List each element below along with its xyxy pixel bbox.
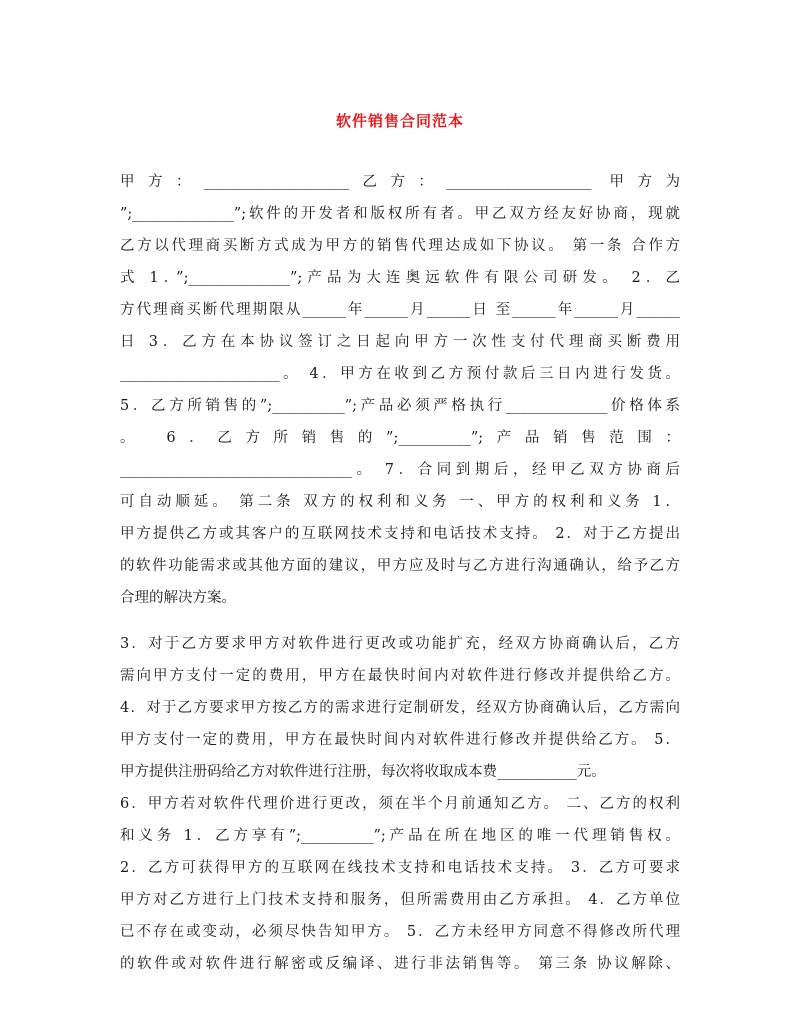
text-line: 已不存在或变动，必须尽快告知甲方。 5．乙方未经甲方同意不得修改所代理 — [120, 924, 680, 940]
paragraph-two — [120, 628, 680, 980]
text-line: 5．乙方所销售的”;__________”;产品必须严格执行______________价格体系 — [120, 398, 680, 414]
text-line: 和义务 1．乙方享有”;__________”;产品在所在地区的唯一代理销售权。 — [120, 828, 680, 844]
text-line: 式 1．”;______________”;产品为大连奥远软件有限公司研发。 2．乙 — [120, 270, 680, 286]
paragraph-one — [120, 166, 680, 614]
text-line: ”;______________”;软件的开发者和版权所有者。甲乙双方经友好协商，现就 — [120, 206, 680, 222]
paragraph-gap — [120, 614, 680, 628]
text-line: 方代理商买断代理期限从______年______月______日 至______年______月______ — [120, 302, 680, 318]
text-line: 乙方以代理商买断方式成为甲方的销售代理达成如下协议。 第一条 合作方 — [120, 238, 680, 254]
text-line: ________________________________。 7．合同到期后，经甲乙双方协商后 — [120, 462, 680, 478]
text-line: 需向甲方支付一定的费用，甲方在最快时间内对软件进行修改并提供给乙方。 — [120, 668, 680, 684]
text-line: 的软件功能需求或其他方面的建议，甲方应及时与乙方进行沟通确认，给予乙方 — [120, 558, 680, 574]
text-line: 4．对于乙方要求甲方按乙方的需求进行定制研发，经双方协商确认后，乙方需向 — [120, 700, 680, 716]
document-body — [120, 166, 680, 980]
text-line: 甲方提供乙方或其客户的互联网技术支持和电话技术支持。 2．对于乙方提出 — [120, 526, 680, 542]
text-line: 的软件或对软件进行解密或反编译、进行非法销售等。 第三条 协议解除、 — [120, 956, 680, 972]
text-line: 合理的解决方案。 — [120, 590, 236, 606]
text-line: 甲方对乙方进行上门技术支持和服务，但所需费用由乙方承担。 4．乙方单位 — [120, 892, 680, 908]
text-line: 日 3．乙方在本协议签订之日起向甲方一次性支付代理商买断费用 — [120, 334, 680, 350]
text-line: 甲方：____________________乙方：____________________ 甲方为 — [120, 174, 680, 190]
text-line: ______________________。 4．甲方在收到乙方预付款后三日内进行发货。 — [120, 366, 680, 382]
text-line: 。 6．乙方所销售的”;__________”;产品销售范围： — [120, 430, 680, 446]
text-line: 可自动顺延。 第二条 双方的权利和义务 一、甲方的权利和义务 1． — [120, 494, 680, 510]
text-line: 2．乙方可获得甲方的互联网在线技术支持和电话技术支持。 3．乙方可要求 — [120, 860, 680, 876]
text-line: 甲方支付一定的费用，甲方在最快时间内对软件进行修改并提供给乙方。 5． — [120, 732, 680, 748]
text-line: 3．对于乙方要求甲方对软件进行更改或功能扩充，经双方协商确认后，乙方 — [120, 636, 680, 652]
document-title: 软件销售合同范本 — [335, 112, 464, 130]
text-line: 甲方提供注册码给乙方对软件进行注册，每次将收取成本费___________元。 — [120, 764, 606, 780]
text-line: 6．甲方若对软件代理价进行更改，须在半个月前通知乙方。 二、乙方的权利 — [120, 796, 680, 812]
